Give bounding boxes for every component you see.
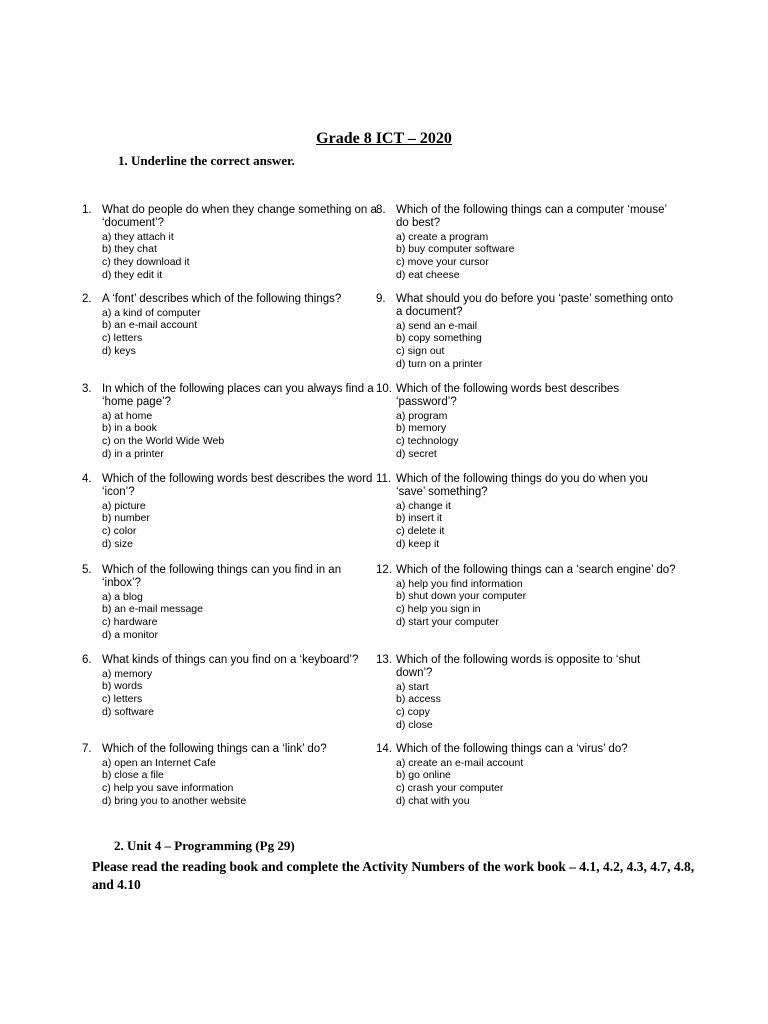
question-number: 8. [376, 204, 386, 216]
question-13 [376, 654, 676, 731]
question-header [376, 743, 676, 756]
answer-option[interactable]: a) help you find information [396, 577, 523, 590]
question-5 [82, 564, 382, 641]
answer-option[interactable]: a) memory [102, 667, 153, 680]
answer-options [396, 410, 676, 460]
question-text: What should you do before you ‘paste’ something onto a document? [396, 293, 674, 318]
answer-option[interactable]: a) at home [102, 409, 153, 422]
answer-option[interactable]: b) they chat [102, 243, 157, 256]
answer-options [102, 668, 382, 718]
question-header [82, 654, 382, 667]
question-number: 4. [82, 473, 92, 485]
answer-option[interactable]: a) create an e-mail account [396, 756, 524, 769]
answer-option[interactable]: d) chat with you [396, 794, 470, 807]
answer-option[interactable]: a) picture [102, 499, 146, 512]
section-1-heading: 1. Underline the correct answer. [118, 153, 295, 168]
answer-option[interactable]: a) start [396, 680, 429, 693]
answer-option[interactable]: b) insert it [396, 512, 443, 525]
question-number: 1. [82, 204, 92, 216]
answer-option[interactable]: c) letters [102, 693, 143, 706]
question-header [82, 743, 382, 756]
answer-option[interactable]: d) eat cheese [396, 268, 460, 281]
question-text: Which of the following things can a ‘link’ do? [102, 743, 327, 755]
answer-options [396, 757, 676, 807]
question-text: Which of the following things can a ‘virus’ do? [396, 743, 628, 755]
answer-option[interactable]: c) help you save information [102, 782, 234, 795]
answer-option[interactable]: d) a monitor [102, 628, 159, 641]
answer-option[interactable]: b) go online [396, 769, 451, 782]
answer-option[interactable]: d) size [102, 537, 133, 550]
question-header [376, 204, 676, 230]
answer-option[interactable]: d) start your computer [396, 615, 499, 628]
question-12 [376, 564, 676, 628]
question-text: What kinds of things can you find on a ‘keyboard’? [102, 654, 359, 666]
answer-option[interactable]: c) letters [102, 332, 143, 345]
answer-option[interactable]: d) close [396, 718, 433, 731]
question-9 [376, 293, 676, 370]
answer-option[interactable]: a) a blog [102, 590, 143, 603]
question-header [376, 564, 676, 577]
question-1 [82, 204, 382, 281]
question-number: 13. [376, 654, 392, 666]
answer-option[interactable]: c) delete it [396, 524, 445, 537]
answer-option[interactable]: d) turn on a printer [396, 357, 483, 370]
answer-options [102, 757, 382, 807]
answer-option[interactable]: c) move your cursor [396, 255, 489, 268]
question-11 [376, 473, 676, 550]
answer-option[interactable]: d) secret [396, 447, 437, 460]
answer-option[interactable]: b) words [102, 680, 143, 693]
question-text: Which of the following words best describes the word ‘icon’? [102, 473, 373, 498]
answer-options [396, 320, 676, 370]
answer-option[interactable]: a) send an e-mail [396, 319, 478, 332]
answer-option[interactable]: b) in a book [102, 422, 157, 435]
question-3 [82, 383, 382, 460]
question-2 [82, 293, 382, 357]
question-header [376, 473, 676, 499]
question-text: What do people do when they change something on a ‘document’? [102, 204, 377, 229]
question-header [82, 204, 382, 230]
question-header [376, 293, 676, 319]
answer-option[interactable]: d) they edit it [102, 268, 163, 281]
answer-option[interactable]: b) an e-mail message [102, 603, 203, 616]
question-text: Which of the following words best describes ‘password’? [396, 383, 620, 408]
question-4 [82, 473, 382, 550]
question-header [376, 383, 676, 409]
question-text: Which of the following things can a computer ‘mouse’ do best? [396, 204, 667, 229]
answer-option[interactable]: c) help you sign in [396, 603, 481, 616]
answer-option[interactable]: b) memory [396, 422, 447, 435]
answer-option[interactable]: a) a kind of computer [102, 306, 201, 319]
question-number: 5. [82, 564, 92, 576]
answer-options [396, 231, 676, 281]
question-number: 11. [376, 473, 392, 485]
question-text: Which of the following things can a ‘search engine’ do? [396, 564, 676, 576]
answer-option[interactable]: b) an e-mail account [102, 319, 198, 332]
answer-option[interactable]: c) crash your computer [396, 782, 504, 795]
question-header [82, 293, 382, 306]
question-number: 3. [82, 383, 92, 395]
section-2-heading: 2. Unit 4 – Programming (Pg 29) [114, 838, 295, 853]
answer-option[interactable]: d) keys [102, 344, 136, 357]
answer-option[interactable]: d) bring you to another website [102, 794, 247, 807]
answer-option[interactable]: b) close a file [102, 769, 164, 782]
question-header [82, 383, 382, 409]
answer-option[interactable]: c) sign out [396, 344, 445, 357]
answer-option[interactable]: d) software [102, 705, 154, 718]
question-number: 9. [376, 293, 386, 305]
question-10 [376, 383, 676, 460]
answer-option[interactable]: d) keep it [396, 537, 440, 550]
answer-option[interactable]: d) in a printer [102, 447, 164, 460]
answer-option[interactable]: b) access [396, 693, 441, 706]
question-14 [376, 743, 676, 807]
answer-option[interactable]: c) color [102, 524, 137, 537]
question-number: 7. [82, 743, 92, 755]
answer-option[interactable]: a) open an Internet Cafe [102, 756, 216, 769]
question-text: Which of the following things can you find in an ‘inbox’? [102, 564, 342, 589]
answer-options [396, 500, 676, 550]
answer-options [102, 231, 382, 281]
answer-option[interactable]: a) change it [396, 499, 451, 512]
answer-option[interactable]: c) they download it [102, 255, 190, 268]
answer-option[interactable]: c) copy [396, 705, 430, 718]
question-7 [82, 743, 382, 807]
answer-option[interactable]: c) technology [396, 434, 459, 447]
question-number: 10. [376, 383, 392, 395]
answer-option[interactable]: b) number [102, 512, 150, 525]
question-text: Which of the following things do you do when you ‘save’ something? [396, 473, 648, 498]
question-text: In which of the following places can you always find a ‘home page’? [102, 383, 374, 408]
question-text: Which of the following words is opposite to ‘shut down’? [396, 654, 641, 679]
question-number: 14. [376, 743, 392, 755]
answer-option[interactable]: c) hardware [102, 615, 158, 628]
instructions-paragraph: Please read the reading book and complete the Activity Numbers of the work book – 4.1, 4.2, 4.3, 4.7, 4.8, and 4.10 [92, 859, 695, 893]
question-header [376, 654, 676, 680]
answer-option[interactable]: b) shut down your computer [396, 590, 527, 603]
answer-options [396, 681, 676, 731]
question-6 [82, 654, 382, 718]
question-header [82, 473, 382, 499]
answer-options [396, 578, 676, 628]
answer-option[interactable]: a) program [396, 409, 448, 422]
answer-option[interactable]: c) on the World Wide Web [102, 434, 225, 447]
answer-options [102, 591, 382, 641]
question-number: 6. [82, 654, 92, 666]
answer-options [102, 410, 382, 460]
answer-option[interactable]: b) buy computer software [396, 243, 515, 256]
answer-options [102, 307, 382, 357]
question-header [82, 564, 382, 590]
question-number: 12. [376, 564, 392, 576]
question-text: A ‘font’ describes which of the following things? [102, 293, 342, 305]
question-number: 2. [82, 293, 92, 305]
answer-option[interactable]: a) create a program [396, 230, 489, 243]
question-8 [376, 204, 676, 281]
answer-option[interactable]: a) they attach it [102, 230, 174, 243]
answer-option[interactable]: b) copy something [396, 332, 482, 345]
answer-options [102, 500, 382, 550]
page-title: Grade 8 ICT – 2020 [316, 130, 452, 147]
